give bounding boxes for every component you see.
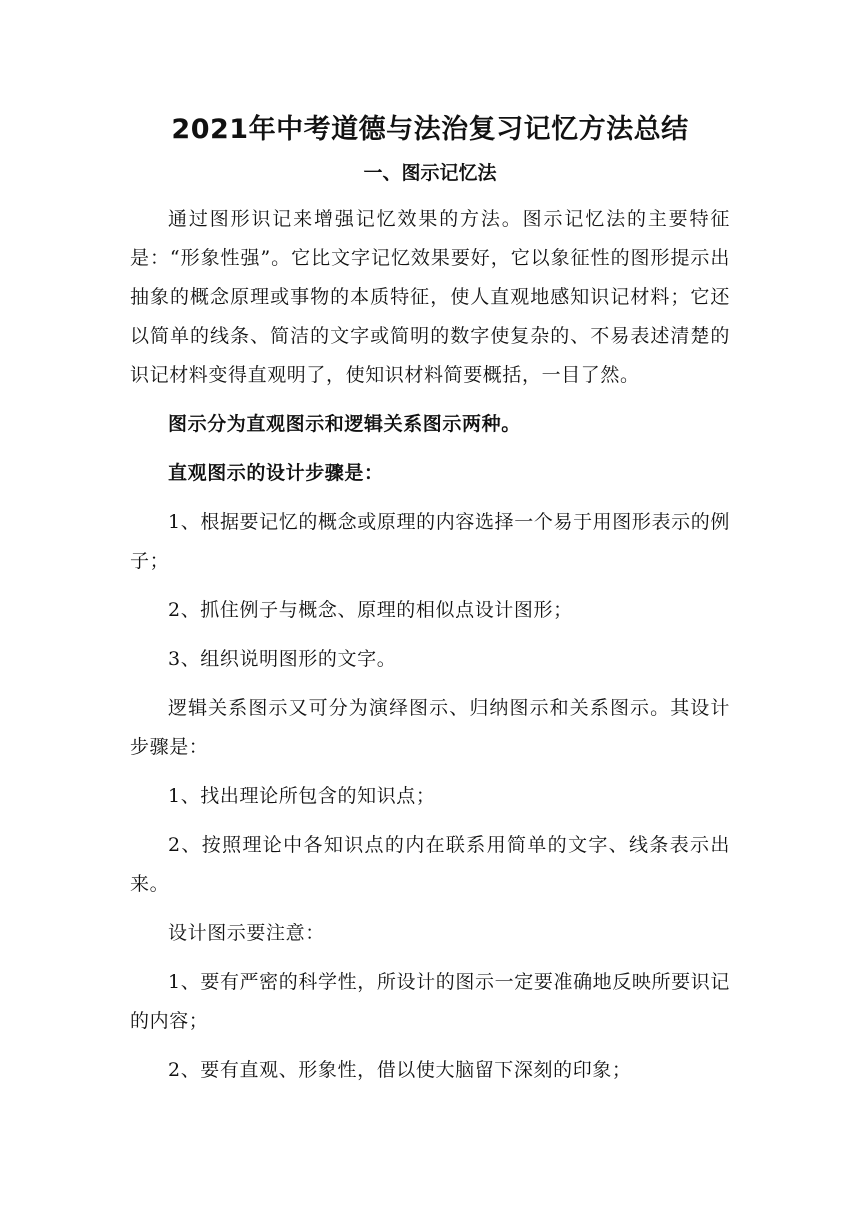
paragraph: 逻辑关系图示又可分为演绎图示、归纳图示和关系图示。其设计步骤是： — [130, 697, 730, 758]
paragraph-bold: 直观图示的设计步骤是： — [168, 462, 384, 484]
paragraph: 设计图示要注意： — [168, 922, 325, 944]
paragraph-bold: 图示分为直观图示和逻辑关系图示两种。 — [168, 413, 521, 435]
paragraph: 通过图形识记来增强记忆效果的方法。图示记忆法的主要特征是：“形象性强”。它比文字记忆效果要好，它以象征性的图形提示出抽象的概念原理或事物的本质特征，使人直观地感知识记材料；它还以简单的线条、简洁的文字或简明的数字使复杂的、不易表述清楚的识记材料变得直观明了，使知识材料简要概括，一目了然。 — [130, 208, 730, 386]
list-item: 2、按照理论中各知识点的内在联系用简单的文字、线条表示出来。 — [130, 834, 730, 895]
list-item: 2、要有直观、形象性，借以使大脑留下深刻的印象； — [168, 1059, 632, 1081]
list-item: 1、找出理论所包含的知识点； — [168, 785, 436, 807]
list-item: 2、抓住例子与概念、原理的相似点设计图形； — [168, 599, 573, 621]
list-item: 3、组织说明图形的文字。 — [168, 648, 397, 670]
list-item: 1、要有严密的科学性，所设计的图示一定要准确地反映所要识记的内容； — [130, 971, 730, 1032]
document-title: 2021年中考道德与法治复习记忆方法总结 — [171, 114, 689, 145]
list-item: 1、根据要记忆的概念或原理的内容选择一个易于用图形表示的例子； — [130, 511, 730, 572]
section-heading: 一、图示记忆法 — [363, 162, 497, 184]
